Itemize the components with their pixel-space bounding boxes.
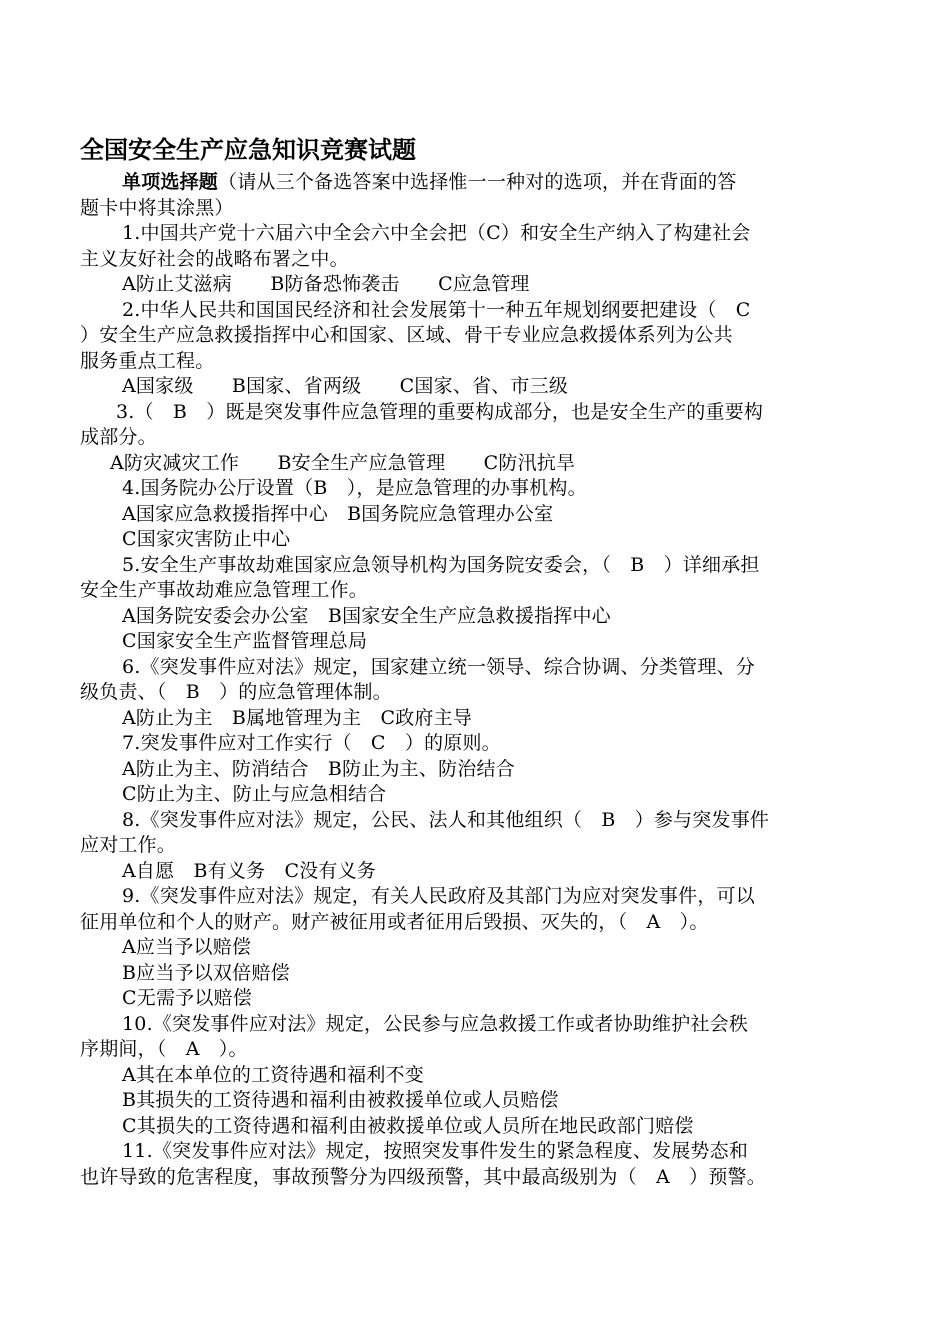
question-8-text-cont: 应对工作。 [80, 834, 177, 856]
question-3-options: A防灾减灾工作 B安全生产应急管理 C防汛抗旱 [110, 451, 576, 474]
question-1-options: A防止艾滋病 B防备恐怖袭击 C应急管理 [122, 273, 530, 295]
question-2-options: A国家级 B国家、省两级 C国家、省、市三级 [122, 375, 569, 397]
section-instruction-text: （请从三个备选答案中选择惟一一种对的选项，并在背面的答 [218, 171, 737, 193]
question-7-options-ab: A防止为主、防消结合 B防止为主、防治结合 [122, 757, 515, 780]
question-3-text: 3.（ B ）既是突发事件应急管理的重要构成部分，也是安全生产的重要构 [116, 400, 764, 423]
question-9-text-cont: 征用单位和个人的财产。财产被征用或者征用后毁损、灭失的，（ A ）。 [80, 910, 709, 933]
question-4-text: 4.国务院办公厅设置（B ），是应急管理的办事机构。 [122, 477, 587, 499]
question-8-options: A自愿 B有义务 C没有义务 [122, 859, 377, 882]
question-1-text-cont: 主义友好社会的战略布署之中。 [80, 247, 349, 270]
question-2-text: 2.中华人民共和国国民经济和社会发展第十一种五年规划纲要把建设（ C [122, 298, 751, 321]
question-5-option-c: C国家安全生产监督管理总局 [122, 630, 368, 652]
question-5-options-ab: A国务院安委会办公室 B国家安全生产应急救援指挥中心 [122, 604, 611, 627]
question-3-text-cont: 成部分。 [80, 426, 157, 448]
question-8-text: 8.《突发事件应对法》规定，公民、法人和其他组织（ B ）参与突发事件 [122, 808, 770, 831]
question-11-text: 11.《突发事件应对法》规定，按照突发事件发生的紧急程度、发展势态和 [122, 1140, 749, 1162]
question-9-option-c: C无需予以赔偿 [122, 987, 252, 1009]
question-10-option-b: B其损失的工资待遇和福利由被救援单位或人员赔偿 [122, 1089, 559, 1111]
question-10-option-c: C其损失的工资待遇和福利由被救援单位或人员所在地民政部门赔偿 [122, 1114, 694, 1137]
question-5-text: 5.安全生产事故劫难国家应急领导机构为国务院安委会，（ B ）详细承担 [122, 553, 760, 576]
question-6-text: 6.《突发事件应对法》规定，国家建立统一领导、综合协调、分类管理、分 [122, 655, 755, 678]
question-6-options: A防止为主 B属地管理为主 C政府主导 [122, 706, 473, 729]
question-10-text: 10.《突发事件应对法》规定，公民参与应急救援工作或者协助维护社会秩 [122, 1012, 749, 1035]
question-4-option-c: C国家灾害防止中心 [122, 528, 291, 550]
question-10-option-a: A其在本单位的工资待遇和福利不变 [122, 1063, 424, 1086]
question-2-text-cont2: 服务重点工程。 [80, 349, 215, 372]
question-4-options-ab: A国家应急救援指挥中心 B国务院应急管理办公室 [122, 502, 554, 525]
question-11-text-cont: 也许导致的危害程度，事故预警分为四级预警，其中最高级别为（ A ）预警。 [80, 1165, 766, 1188]
question-9-option-b: B应当予以双倍赔偿 [122, 961, 290, 984]
question-2-text-cont: ）安全生产应急救援指挥中心和国家、区域、骨干专业应急救援体系列为公共 [80, 324, 733, 346]
question-9-text: 9.《突发事件应对法》规定，有关人民政府及其部门为应对突发事件，可以 [122, 885, 755, 907]
question-7-text: 7.突发事件应对工作实行（ C ）的原则。 [122, 732, 501, 754]
question-9-option-a: A应当予以赔偿 [122, 936, 252, 958]
section-instruction-cont: 题卡中将其涂黑） [80, 196, 234, 219]
section-heading: 单项选择题 [122, 171, 219, 193]
question-1-text: 1.中国共产党十六届六中全会六中全会把（C）和安全生产纳入了构建社会 [122, 222, 751, 244]
question-10-text-cont: 序期间，（ A ）。 [80, 1038, 248, 1060]
document-page [80, 132, 860, 1190]
question-7-option-c: C防止为主、防止与应急相结合 [122, 783, 387, 805]
document-title: 全国安全生产应急知识竞赛试题 [80, 136, 416, 164]
question-6-text-cont: 级负责、（ B ）的应急管理体制。 [80, 681, 392, 703]
section-instruction [80, 170, 860, 196]
question-5-text-cont: 安全生产事故劫难应急管理工作。 [80, 579, 369, 601]
